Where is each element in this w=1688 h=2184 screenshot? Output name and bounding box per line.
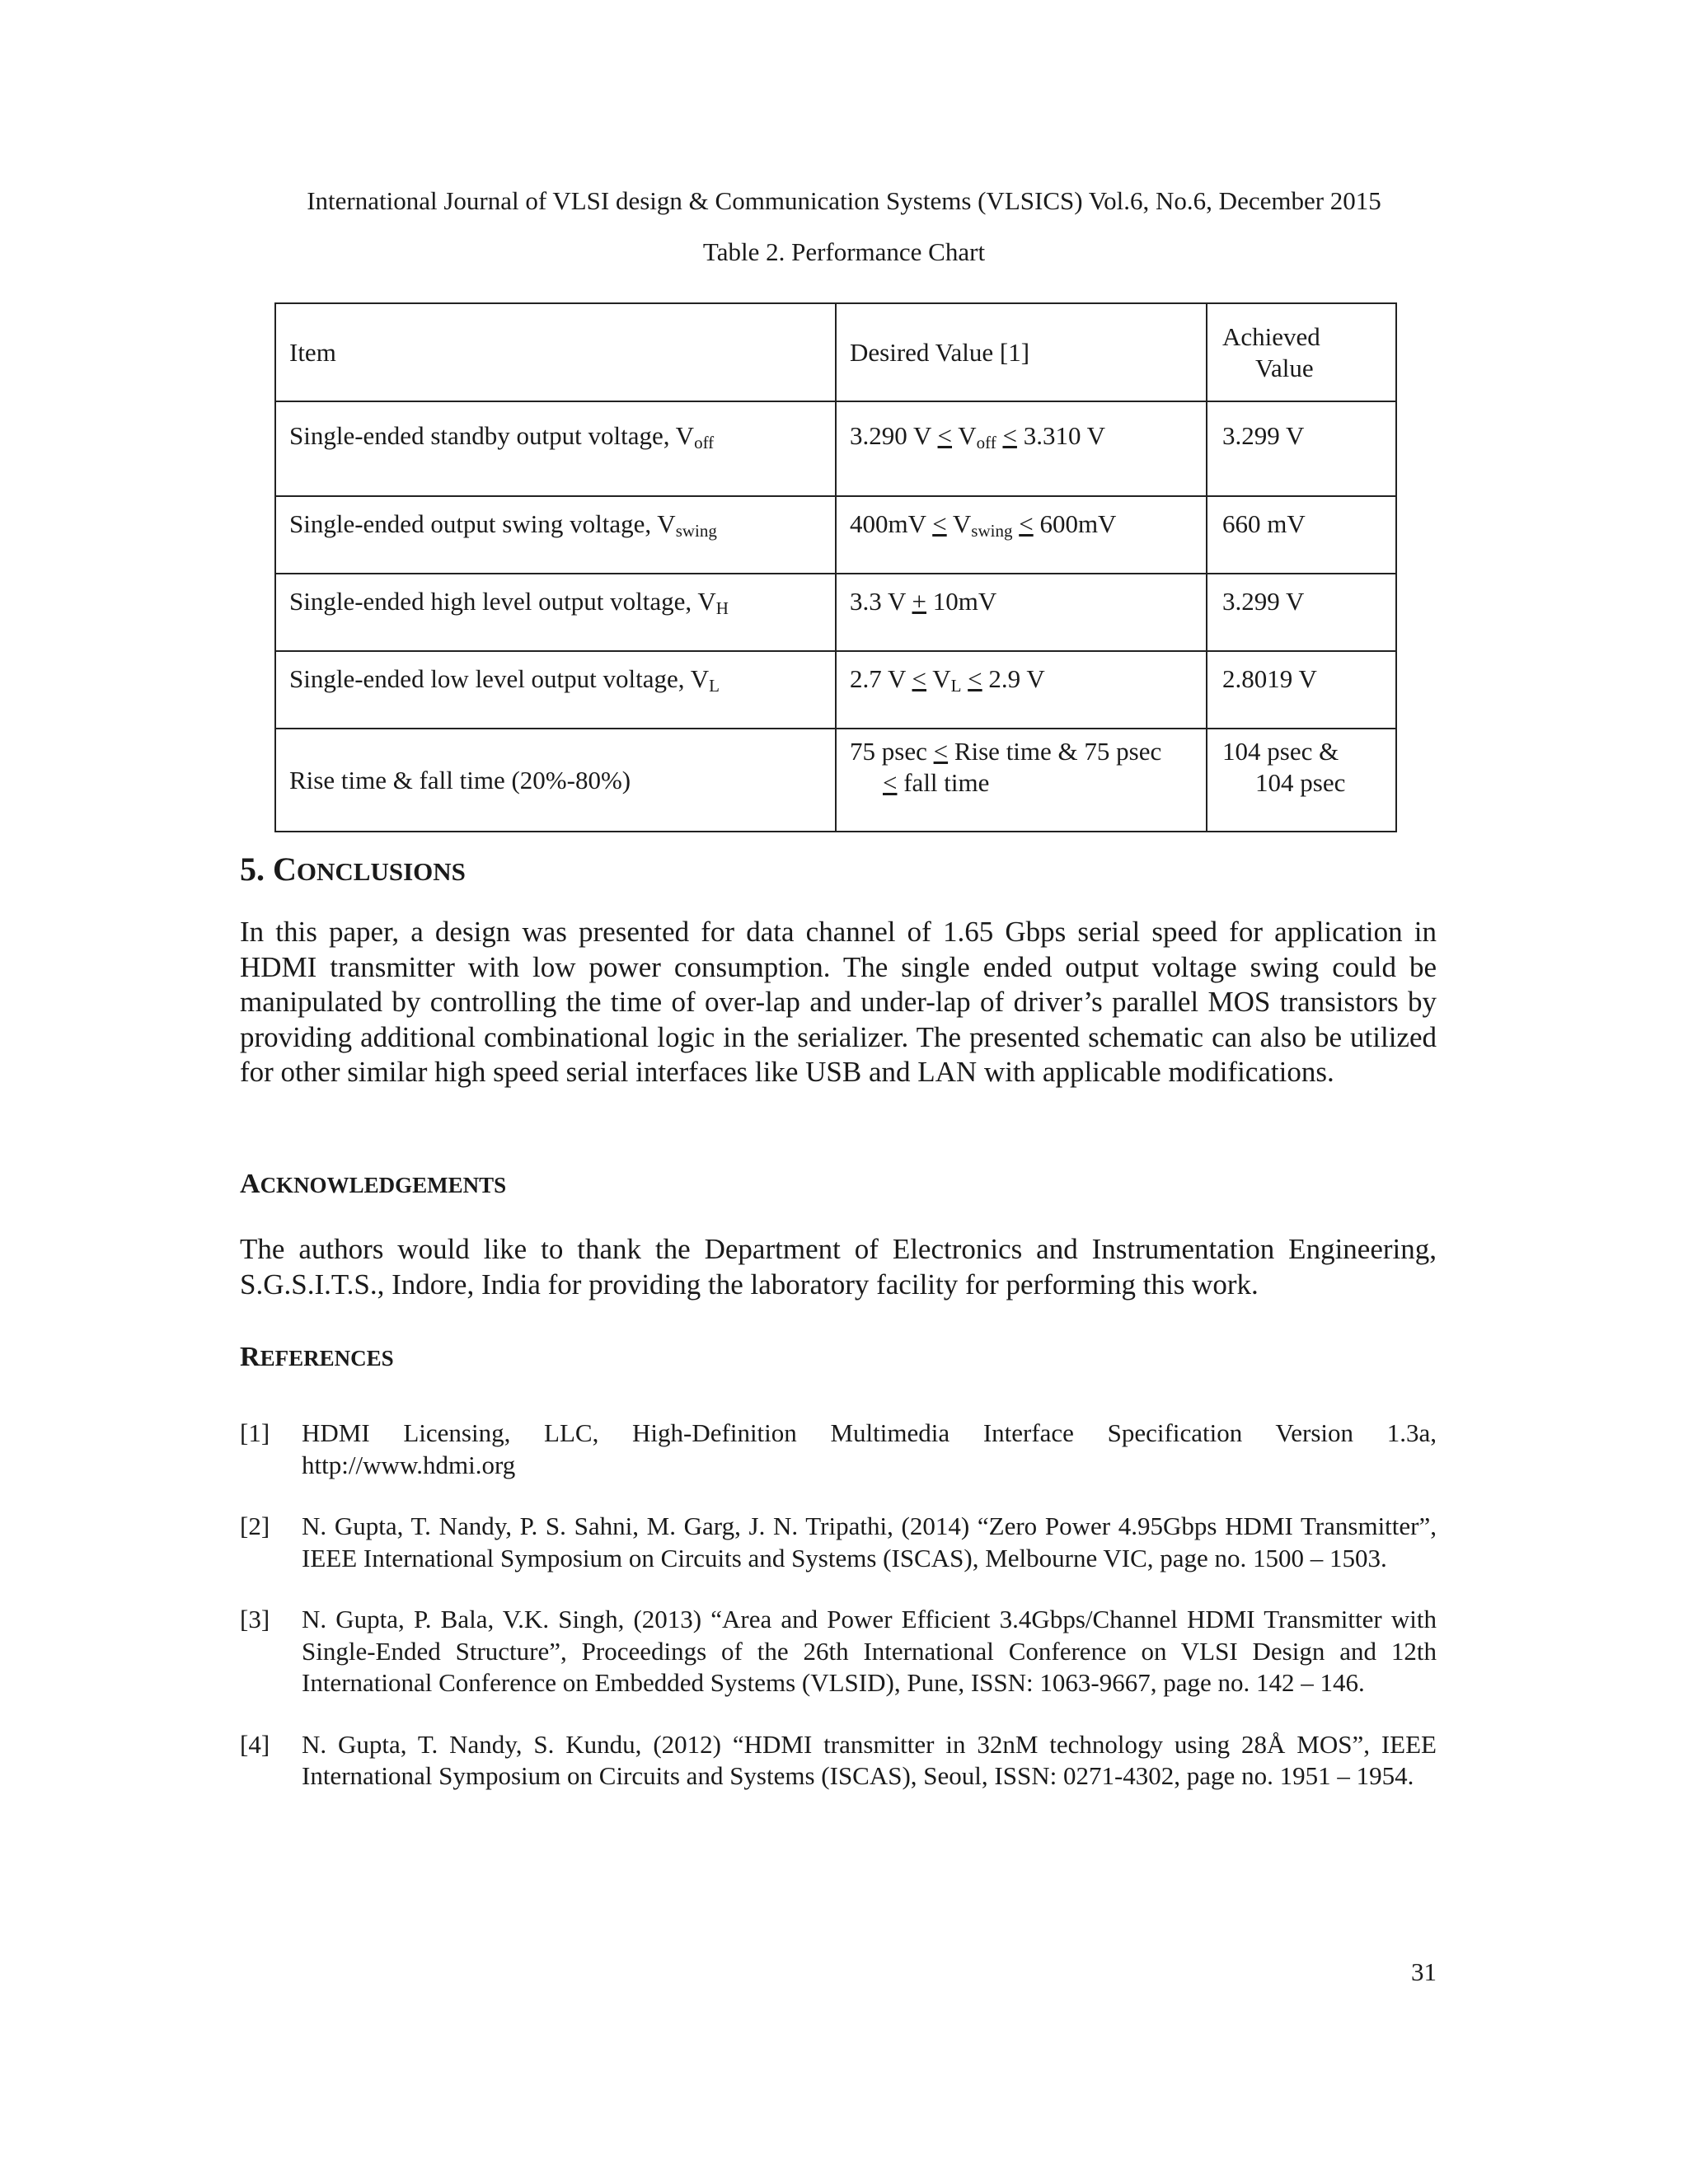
references-heading: REFERENCES bbox=[240, 1342, 394, 1372]
cell-achieved: 104 psec & 104 psec bbox=[1207, 729, 1396, 832]
reference-text: N. Gupta, T. Nandy, P. S. Sahni, M. Garg, J. N. Tripathi, (2014) “Zero Power 4.95Gbps HDMI Transmitter”, IEEE International Symposium on Circuits and Systems (ISCAS), Melbourne VIC, page no. 1500 – 1503. bbox=[302, 1511, 1437, 1572]
cell-desired: 75 psec < Rise time & 75 psec < fall time bbox=[836, 729, 1207, 832]
cell-achieved: 3.299 V bbox=[1207, 401, 1396, 496]
reference-number: [4] bbox=[240, 1729, 270, 1759]
cell-item: Single-ended high level output voltage, $V_H$ bbox=[275, 574, 836, 651]
conclusions-heading: 5. CONCLUSIONS bbox=[240, 851, 466, 888]
reference-item bbox=[240, 1604, 1437, 1699]
reference-text: N. Gupta, T. Nandy, S. Kundu, (2012) “HDMI transmitter in 32nM technology using 28Å MOS”, IEEE International Symposium on Circuits and Systems (ISCAS), Seoul, ISSN: 0271-4302, page no. 1951 – 1954. bbox=[302, 1729, 1437, 1790]
header-desired: Desired Value [1] bbox=[836, 303, 1207, 401]
reference-item bbox=[240, 1418, 1437, 1481]
cell-achieved: 660 mV bbox=[1207, 496, 1396, 574]
cell-item: Single-ended standby output voltage, $V_{off}$ bbox=[275, 401, 836, 496]
reference-text: N. Gupta, P. Bala, V.K. Singh, (2013) “Area and Power Efficient 3.4Gbps/Channel HDMI Transmitter with Single-Ended Structure”, Proceedings of the 26th International Conference on VLSI Design and 12th International Conference on Embedded Systems (VLSID), Pune, ISSN: 1063-9667, page no. 142 – 146. bbox=[302, 1605, 1437, 1697]
table-row bbox=[275, 574, 1396, 651]
reference-number: [2] bbox=[240, 1511, 270, 1540]
references-list bbox=[240, 1418, 1437, 1793]
table-row bbox=[275, 651, 1396, 729]
cell-item: Single-ended output swing voltage, $V_{swing}$ bbox=[275, 496, 836, 574]
performance-table bbox=[274, 302, 1397, 832]
acknowledgements-heading: ACKNOWLEDGEMENTS bbox=[240, 1169, 507, 1199]
cell-desired: $400mV < V_{swing} < 600mV$ bbox=[836, 496, 1207, 574]
table-row bbox=[275, 496, 1396, 574]
page-number: 31 bbox=[1411, 1957, 1437, 1986]
reference-text: HDMI Licensing, LLC, High-Definition Multimedia Interface Specification Version 1.3a, http://www.hdmi.org bbox=[302, 1418, 1437, 1479]
cell-achieved: 2.8019 V bbox=[1207, 651, 1396, 729]
table-row bbox=[275, 729, 1396, 832]
reference-item bbox=[240, 1511, 1437, 1574]
cell-item: Single-ended low level output voltage, $V_L$ bbox=[275, 651, 836, 729]
cell-desired: 2.7 $V < V_L < 2.9$ V bbox=[836, 651, 1207, 729]
table-row bbox=[275, 401, 1396, 496]
cell-desired: 3.290 $V < V_{off} < 3.310$ V bbox=[836, 401, 1207, 496]
reference-item bbox=[240, 1729, 1437, 1793]
acknowledgements-paragraph: The authors would like to thank the Department of Electronics and Instrumentation Engineering, S.G.S.I.T.S., Indore, India for providing the laboratory facility for performing this work. bbox=[240, 1233, 1437, 1301]
cell-item: Rise time & fall time (20%-80%) bbox=[275, 729, 836, 832]
header-item: Item bbox=[275, 303, 836, 401]
table-header-row bbox=[275, 303, 1396, 401]
header-achieved: Achieved Value bbox=[1207, 303, 1396, 401]
table-caption: Table 2. Performance Chart bbox=[702, 237, 986, 266]
cell-achieved: 3.299 V bbox=[1207, 574, 1396, 651]
reference-number: [1] bbox=[240, 1418, 270, 1447]
reference-number: [3] bbox=[240, 1605, 270, 1633]
running-header: International Journal of VLSI design & Communication Systems (VLSICS) Vol.6, No.6, December 2015 bbox=[307, 186, 1381, 215]
cell-desired: 3.3 V + 10mV bbox=[836, 574, 1207, 651]
conclusions-paragraph: In this paper, a design was presented for data channel of 1.65 Gbps serial speed for application in HDMI transmitter with low power consumption. The single ended output voltage swing could be manipulated by controlling the time of over-lap and under-lap of driver’s parallel MOS transistors by providing additional combinational logic in the serializer. The presented schematic can also be utilized for other similar high speed serial interfaces like USB and LAN with applicable modifications. bbox=[240, 916, 1437, 1088]
